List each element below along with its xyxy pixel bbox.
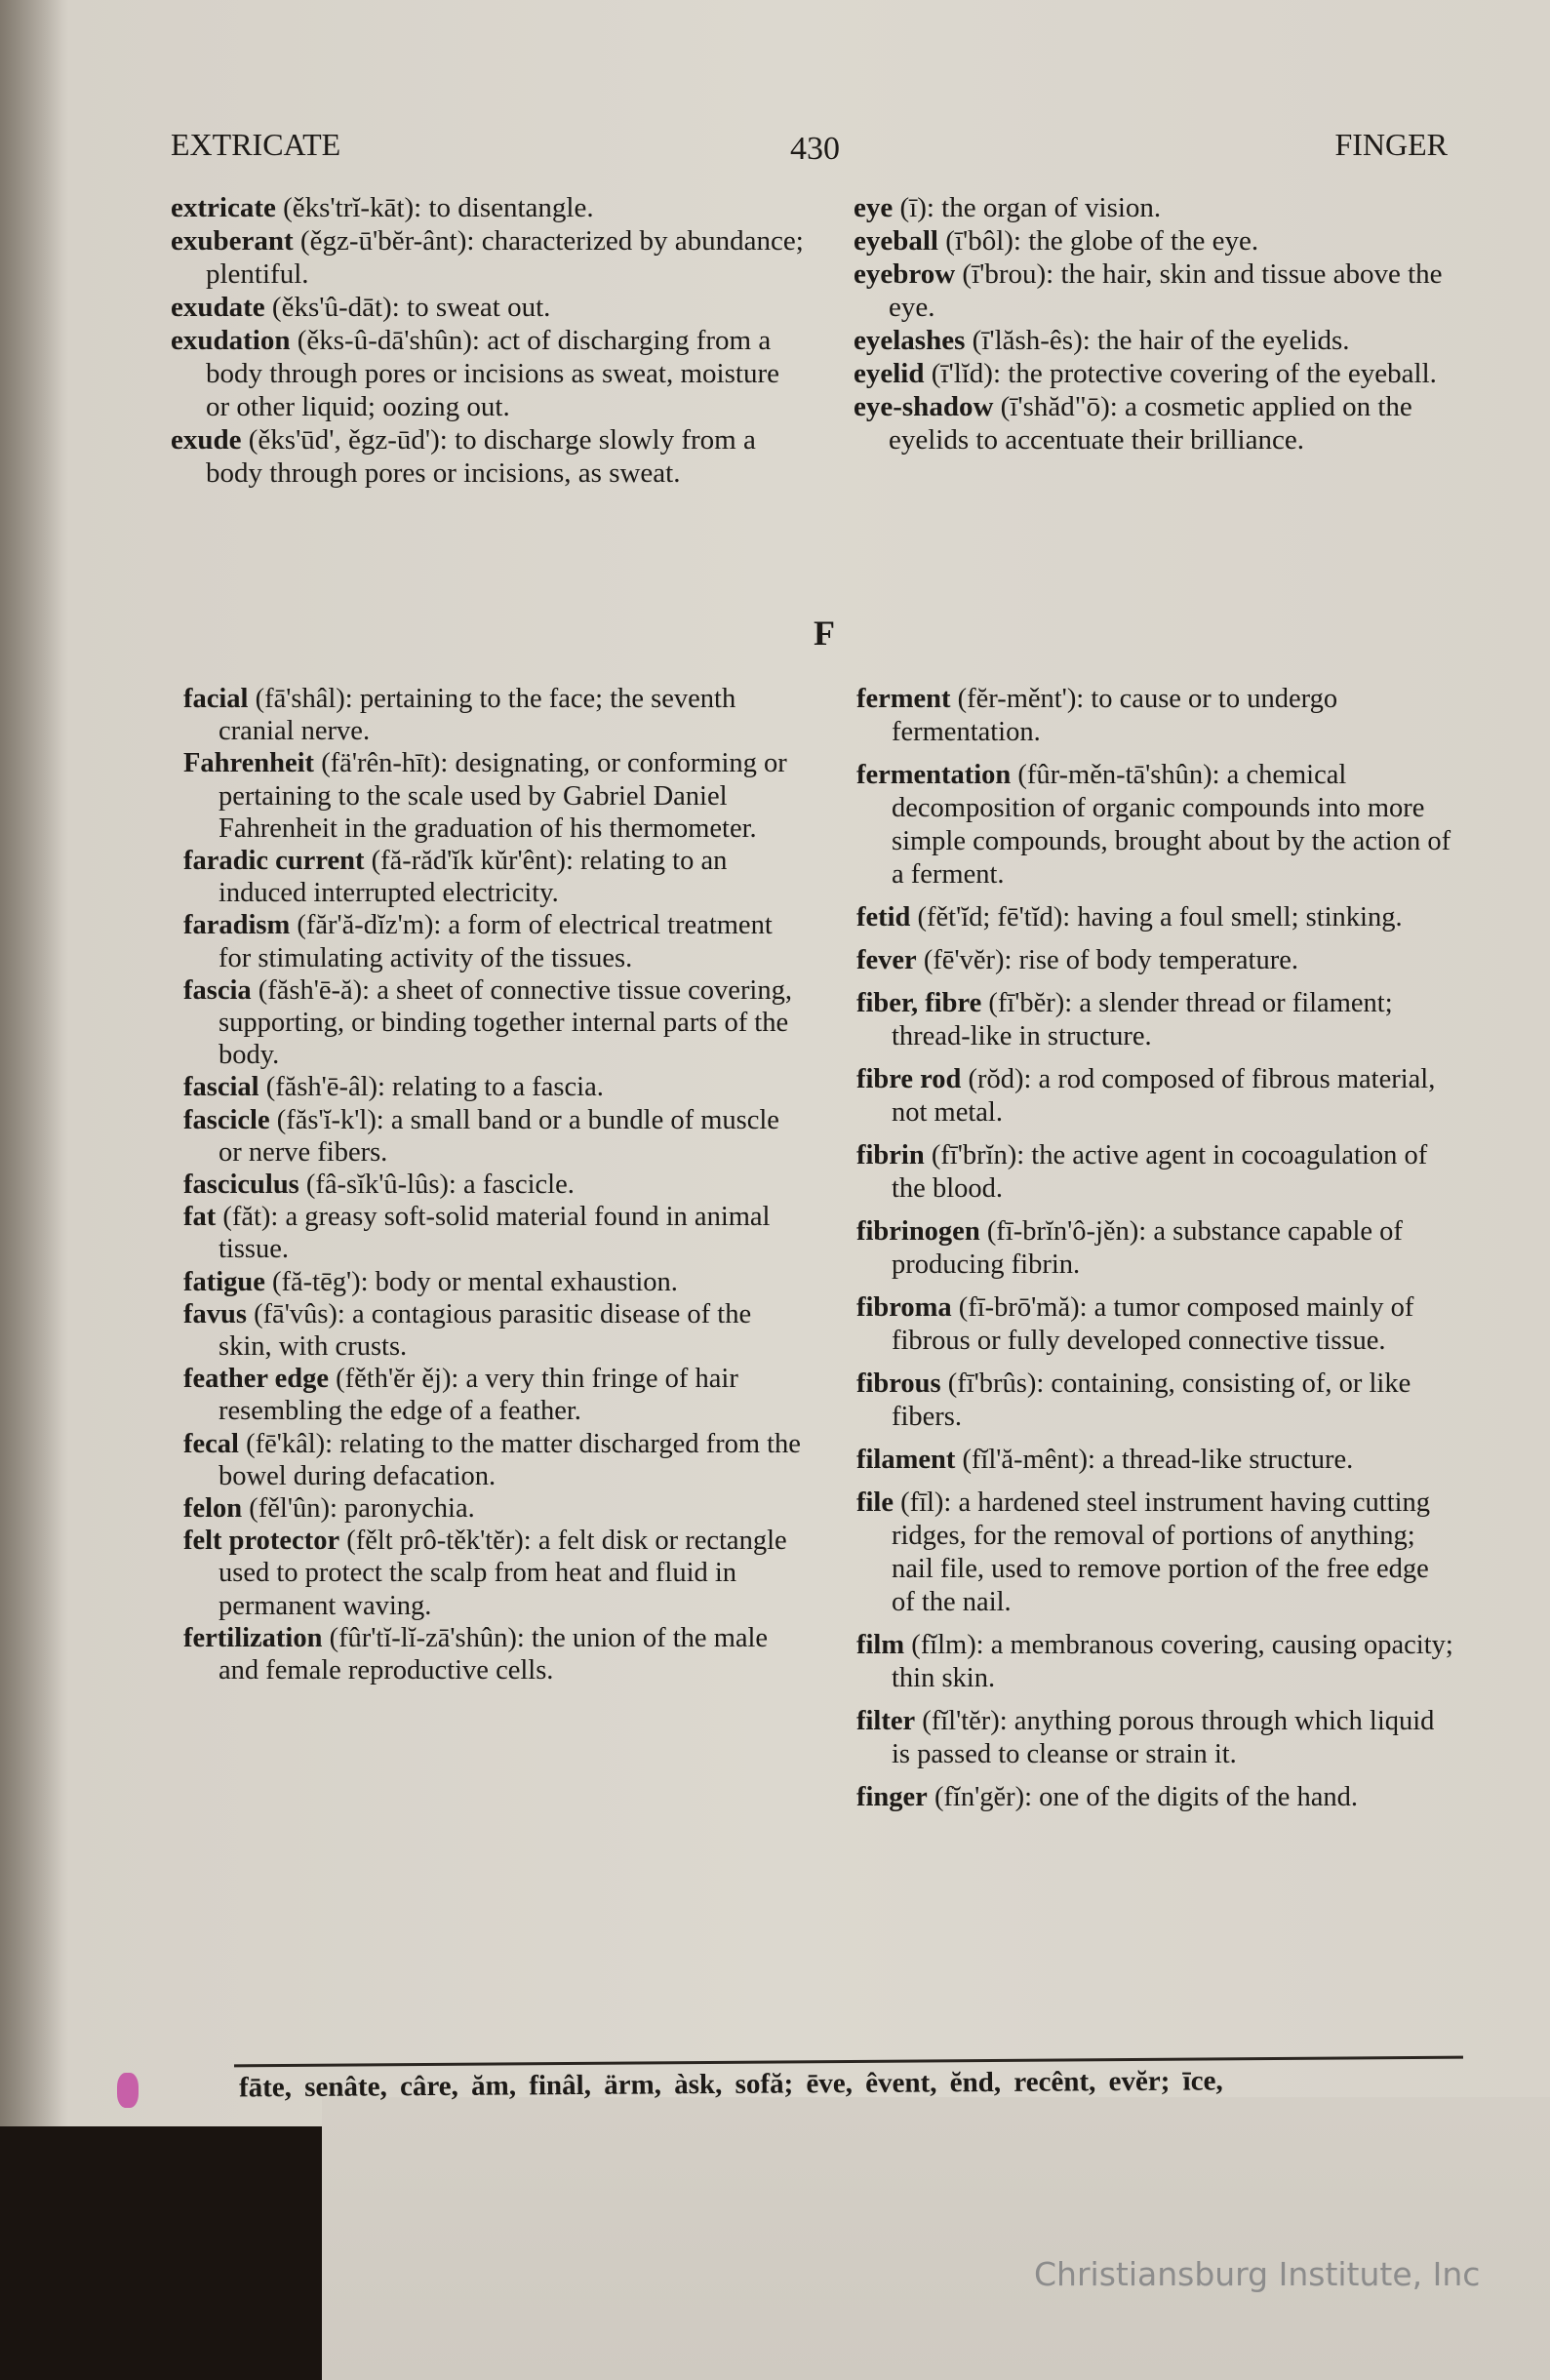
dictionary-entry	[856, 1629, 1456, 1695]
book-cover-edge	[0, 2126, 332, 2380]
entry-headword: film	[856, 1630, 905, 1660]
entry-definition: (ī'bôl): the globe of the eye.	[945, 225, 1259, 257]
dictionary-entry	[856, 1444, 1456, 1477]
entry-headword: favus	[183, 1298, 247, 1329]
entry-definition: (ī'lăsh-ês): the hair of the eyelids.	[972, 325, 1350, 356]
entry-definition: (fěl'ûn): paronychia.	[249, 1493, 475, 1525]
ink-stain	[117, 2073, 139, 2108]
entry-headword: felon	[183, 1493, 243, 1525]
entry-headword: fascicle	[183, 1104, 270, 1135]
dictionary-entry	[183, 974, 808, 1072]
entry-headword: eyelid	[854, 358, 925, 389]
dictionary-entry	[856, 1215, 1456, 1282]
entry-headword: fiber, fibre	[856, 988, 982, 1018]
entry-definition: (fī-brĭn'ô-jěn): a substance capable of producing fibrin.	[892, 1216, 1403, 1280]
dictionary-entry	[854, 191, 1453, 224]
entry-definition: (făs'ĭ-k'l): a small band or a bundle of muscle or nerve fibers.	[219, 1104, 779, 1168]
entry-headword: exudate	[171, 292, 265, 323]
entry-definition: (fěth'ĕr ěj): a very thin fringe of hair resembling the edge of a feather.	[219, 1364, 738, 1427]
entry-definition: (fă-tēg'): body or mental exhaustion.	[272, 1266, 678, 1297]
entry-definition: (ěks-û-dā'shûn): act of discharging from a body through pores or incisions as sweat, moisture or other liquid; oozing out.	[206, 325, 779, 422]
entry-definition: (fī'brĭn): the active agent in cocoagulation of the blood.	[892, 1140, 1428, 1204]
entry-headword: fibre rod	[856, 1064, 962, 1094]
dictionary-entry	[856, 1368, 1456, 1434]
entry-definition: (fē'kâl): relating to the matter discharged from the bowel during defacation.	[219, 1428, 801, 1491]
entry-headword: Fahrenheit	[183, 748, 315, 779]
dictionary-entry	[856, 944, 1456, 977]
page-bottom-margin	[322, 2097, 1550, 2380]
dictionary-entry	[183, 1298, 808, 1363]
dictionary-entry	[854, 224, 1453, 258]
dictionary-entry	[854, 390, 1453, 456]
header-first-word: EXTRICATE	[171, 127, 341, 162]
entry-headword: fascia	[183, 974, 252, 1006]
dictionary-entry	[171, 423, 805, 490]
dictionary-entry	[183, 1071, 808, 1103]
entry-definition: (fĕr-měnt'): to cause or to undergo fermentation.	[892, 684, 1338, 747]
entry-headword: eye-shadow	[854, 391, 994, 422]
dictionary-entry	[856, 1705, 1456, 1771]
entry-headword: felt protector	[183, 1526, 340, 1557]
entry-definition: (fā'shâl): pertaining to the face; the seventh cranial nerve.	[219, 684, 736, 747]
entry-definition: (ī'shăd"ō): a cosmetic applied on the eyelids to accentuate their brilliance.	[889, 391, 1412, 456]
entry-headword: ferment	[856, 684, 951, 714]
dictionary-entry	[856, 1063, 1456, 1130]
entry-definition: (fīl): a hardened steel instrument having cutting ridges, for the removal of portions of anything; nail file, used to remove portion of the free edge of the nail.	[892, 1488, 1431, 1617]
dictionary-entry	[171, 324, 805, 423]
entry-headword: finger	[856, 1782, 928, 1812]
dictionary-entry	[856, 1139, 1456, 1206]
dictionary-entry	[856, 1291, 1456, 1358]
entry-headword: facial	[183, 684, 249, 714]
column-bottom-left	[183, 683, 808, 1686]
entry-definition: (rŏd): a rod composed of fibrous material, not metal.	[892, 1064, 1436, 1128]
entry-definition: (fā'vûs): a contagious parasitic disease of the skin, with crusts.	[219, 1298, 752, 1363]
entry-definition: (fĭl'ă-mênt): a thread-like structure.	[962, 1445, 1354, 1475]
entry-headword: filter	[856, 1706, 916, 1736]
entry-headword: fever	[856, 945, 917, 975]
entry-definition: (ěks'û-dāt): to sweat out.	[271, 292, 551, 323]
entry-headword: eyelashes	[854, 325, 966, 356]
entry-headword: fibrous	[856, 1368, 941, 1399]
page-number: 430	[790, 131, 840, 167]
entry-definition: (fûr'tĭ-lĭ-zā'shûn): the union of the male and female reproductive cells.	[219, 1622, 769, 1686]
entry-definition: (ī'lĭd): the protective covering of the eyeball.	[931, 358, 1437, 389]
entry-headword: fat	[183, 1202, 217, 1233]
entry-headword: eye	[854, 192, 894, 223]
entry-headword: faradism	[183, 910, 291, 941]
column-bottom-right	[856, 683, 1456, 1824]
entry-headword: feather edge	[183, 1364, 330, 1395]
entry-definition: (fûr-měn-tā'shûn): a chemical decomposition of organic compounds into more simple compounds, brought about by the action of a ferment.	[892, 760, 1451, 890]
entry-definition: (fī'bĕr): a slender thread or filament; thread-like in structure.	[892, 988, 1393, 1051]
watermark: Christiansburg Institute, Inc	[1034, 2255, 1481, 2293]
dictionary-entry	[854, 357, 1453, 390]
dictionary-entry	[171, 224, 805, 291]
entry-headword: fibroma	[856, 1292, 952, 1323]
dictionary-entry	[183, 1363, 808, 1427]
dictionary-entry	[856, 1781, 1456, 1814]
entry-definition: (fâ-sĭk'û-lûs): a fascicle.	[305, 1170, 575, 1201]
entry-headword: fermentation	[856, 760, 1012, 790]
dictionary-entry	[171, 291, 805, 324]
dictionary-entry	[183, 1622, 808, 1686]
entry-headword: fecal	[183, 1428, 239, 1459]
dictionary-entry	[183, 1104, 808, 1169]
page-gutter-shadow	[0, 0, 68, 2146]
entry-headword: file	[856, 1488, 894, 1518]
entry-headword: fertilization	[183, 1622, 323, 1653]
header-last-word: FINGER	[1334, 127, 1448, 162]
entry-headword: filament	[856, 1445, 956, 1475]
entry-definition: (fělt prô-těk'tĕr): a felt disk or rectangle used to protect the scalp from heat and fluid in permanent waving.	[219, 1526, 787, 1621]
entry-definition: (făt): a greasy soft-solid material found in animal tissue.	[219, 1202, 771, 1265]
dictionary-entry	[183, 1201, 808, 1265]
pronunciation-key: fāte, senâte, câre, ăm, finâl, ärm, àsk, sofă; ēve, êvent, ĕnd, recênt, evĕr; īce,	[238, 2065, 1223, 2104]
entry-definition: (făsh'ē-âl): relating to a fascia.	[265, 1072, 604, 1103]
dictionary-entry	[856, 683, 1456, 749]
entry-definition: (ī): the organ of vision.	[899, 192, 1162, 223]
entry-headword: fibrinogen	[856, 1216, 980, 1247]
dictionary-entry	[183, 1525, 808, 1622]
dictionary-entry	[183, 845, 808, 909]
page-header	[171, 127, 1448, 176]
dictionary-entry	[856, 987, 1456, 1053]
dictionary-entry	[856, 901, 1456, 934]
entry-headword: fasciculus	[183, 1170, 299, 1201]
column-top-left	[171, 191, 805, 490]
entry-definition: (ī'brou): the hair, skin and tissue above the eye.	[889, 258, 1443, 323]
entry-definition: (fī-brō'mă): a tumor composed mainly of fibrous or fully developed connective tissue.	[892, 1292, 1414, 1356]
column-top-right	[854, 191, 1453, 456]
dictionary-entry	[183, 1169, 808, 1201]
section-letter: F	[814, 614, 835, 653]
entry-headword: eyebrow	[854, 258, 956, 290]
entry-definition: (fĭn'gĕr): one of the digits of the hand.	[934, 1782, 1359, 1812]
entry-definition: (fĭl'tĕr): anything porous through which liquid is passed to cleanse or strain it.	[892, 1706, 1435, 1769]
entry-headword: fibrin	[856, 1140, 925, 1170]
entry-definition: (ěks'ūd', ěgz-ūd'): to discharge slowly from a body through pores or incisions, as sweat.	[206, 424, 756, 489]
dictionary-entry	[183, 1266, 808, 1298]
entry-definition: (fět'ĭd; fē'tĭd): having a foul smell; stinking.	[917, 902, 1403, 932]
entry-headword: fetid	[856, 902, 911, 932]
dictionary-entry	[856, 1487, 1456, 1619]
entry-definition: (făr'ă-dĭz'm): a form of electrical treatment for stimulating activity of the tissues.	[219, 910, 773, 973]
entry-headword: fatigue	[183, 1266, 265, 1297]
entry-definition: (fē'vĕr): rise of body temperature.	[923, 945, 1298, 975]
entry-headword: fascial	[183, 1072, 259, 1103]
dictionary-entry	[856, 759, 1456, 892]
entry-definition: (fă-răd'ĭk kŭr'ênt): relating to an induced interrupted electricity.	[219, 846, 728, 909]
dictionary-entry	[183, 1492, 808, 1525]
dictionary-entry	[854, 258, 1453, 324]
entry-headword: faradic current	[183, 846, 365, 877]
dictionary-entry	[183, 909, 808, 973]
entry-definition: (fī'brûs): containing, consisting of, or like fibers.	[892, 1368, 1411, 1432]
dictionary-entry	[854, 324, 1453, 357]
entry-headword: exudation	[171, 325, 291, 356]
dictionary-entry	[183, 1428, 808, 1492]
entry-definition: (ěgz-ū'bĕr-ânt): characterized by abundance; plentiful.	[206, 225, 804, 290]
entry-headword: extricate	[171, 192, 276, 223]
dictionary-entry	[171, 191, 805, 224]
dictionary-entry	[183, 747, 808, 845]
entry-headword: exude	[171, 424, 242, 456]
entry-definition: (fä'rên-hīt): designating, or conforming or pertaining to the scale used by Gabriel Daniel Fahrenheit in the graduation of his thermometer.	[219, 748, 787, 844]
entry-headword: exuberant	[171, 225, 294, 257]
entry-definition: (ěks'trĭ-kāt): to disentangle.	[283, 192, 594, 223]
entry-definition: (făsh'ē-ă): a sheet of connective tissue covering, supporting, or binding together internal parts of the body.	[219, 974, 792, 1071]
entry-headword: eyeball	[854, 225, 938, 257]
dictionary-entry	[183, 683, 808, 747]
entry-definition: (fĭlm): a membranous covering, causing opacity; thin skin.	[892, 1630, 1453, 1693]
